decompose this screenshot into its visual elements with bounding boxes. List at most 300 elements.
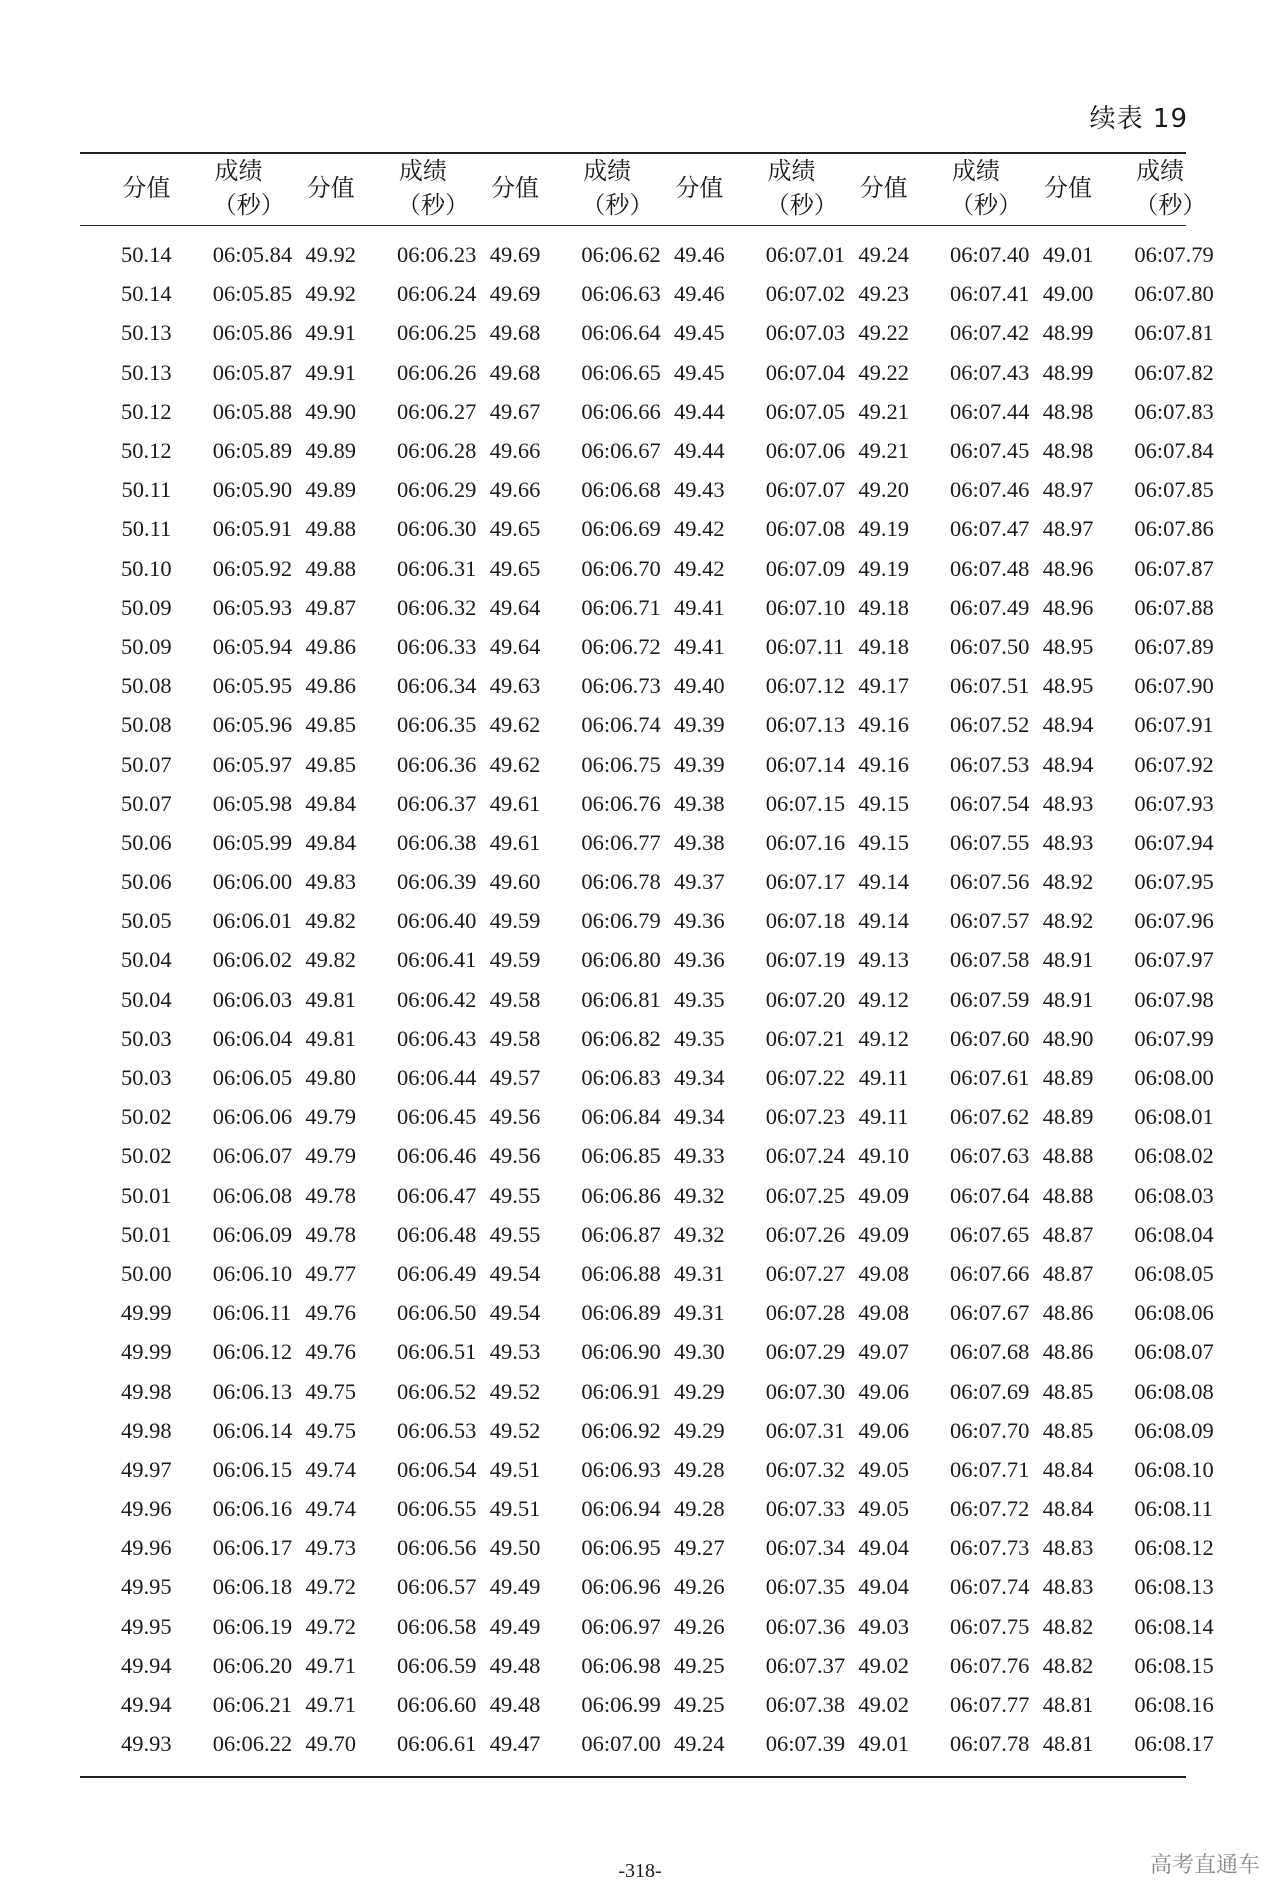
score-cell: 49.06 bbox=[858, 1378, 909, 1404]
result-cell: 06:07.71 bbox=[950, 1456, 1030, 1482]
result-cell: 06:07.90 bbox=[1134, 673, 1214, 699]
header-score: 分值 bbox=[306, 176, 355, 203]
score-cell: 49.42 bbox=[674, 555, 725, 581]
result-cell: 06:08.11 bbox=[1134, 1496, 1213, 1522]
result-cell: 06:08.00 bbox=[1134, 1065, 1214, 1091]
score-cell: 49.17 bbox=[858, 673, 909, 699]
result-cell: 06:05.86 bbox=[212, 320, 293, 346]
score-cell: 49.31 bbox=[674, 1260, 725, 1286]
score-cell: 49.21 bbox=[858, 438, 909, 464]
result-cell: 06:05.89 bbox=[212, 438, 293, 464]
score-cell: 49.51 bbox=[489, 1456, 541, 1482]
score-cell: 49.96 bbox=[121, 1496, 172, 1522]
score-cell: 49.82 bbox=[305, 908, 356, 934]
result-cell: 06:06.82 bbox=[581, 1025, 661, 1051]
result-cell: 06:06.71 bbox=[581, 594, 661, 620]
score-cell: 49.79 bbox=[305, 1143, 356, 1169]
score-cell: 50.12 bbox=[121, 398, 172, 424]
result-cell: 06:07.55 bbox=[950, 829, 1030, 855]
table-row bbox=[80, 1685, 1186, 1724]
header-result-unit: （秒） bbox=[212, 193, 285, 220]
result-cell: 06:07.56 bbox=[950, 869, 1030, 895]
header-result bbox=[212, 153, 285, 225]
score-cell: 49.88 bbox=[305, 516, 356, 542]
score-cell: 49.56 bbox=[489, 1104, 541, 1130]
result-cell: 06:06.41 bbox=[397, 947, 477, 973]
score-cell: 49.53 bbox=[489, 1339, 541, 1365]
result-cell: 06:06.99 bbox=[581, 1692, 661, 1718]
table-row bbox=[80, 510, 1186, 549]
score-cell: 49.62 bbox=[489, 751, 541, 777]
score-cell: 49.65 bbox=[489, 516, 541, 542]
result-cell: 06:07.09 bbox=[765, 555, 846, 581]
score-cell: 49.10 bbox=[858, 1143, 909, 1169]
score-cell: 48.89 bbox=[1042, 1104, 1094, 1130]
score-cell: 49.46 bbox=[674, 242, 725, 268]
score-cell: 48.97 bbox=[1042, 477, 1094, 503]
result-cell: 06:06.97 bbox=[581, 1613, 661, 1639]
result-cell: 06:06.32 bbox=[397, 594, 477, 620]
score-cell: 49.96 bbox=[121, 1535, 172, 1561]
table-row bbox=[80, 1176, 1186, 1215]
header-result bbox=[950, 153, 1023, 225]
result-cell: 06:06.40 bbox=[397, 908, 477, 934]
score-cell: 49.88 bbox=[305, 555, 356, 581]
result-cell: 06:06.50 bbox=[397, 1300, 477, 1326]
result-cell: 06:07.16 bbox=[765, 829, 846, 855]
score-cell: 49.36 bbox=[674, 947, 725, 973]
result-cell: 06:06.63 bbox=[581, 281, 661, 307]
result-cell: 06:07.99 bbox=[1134, 1025, 1214, 1051]
score-cell: 48.87 bbox=[1042, 1260, 1094, 1286]
result-cell: 06:07.46 bbox=[950, 477, 1030, 503]
result-cell: 06:06.73 bbox=[581, 673, 661, 699]
result-cell: 06:06.93 bbox=[581, 1456, 661, 1482]
score-cell: 49.95 bbox=[121, 1574, 172, 1600]
result-cell: 06:06.60 bbox=[397, 1692, 477, 1718]
score-cell: 49.81 bbox=[305, 986, 356, 1012]
result-cell: 06:07.33 bbox=[765, 1496, 846, 1522]
score-cell: 49.81 bbox=[305, 1025, 356, 1051]
score-cell: 48.85 bbox=[1042, 1378, 1094, 1404]
result-cell: 06:06.88 bbox=[581, 1260, 661, 1286]
score-cell: 49.86 bbox=[305, 633, 356, 659]
result-cell: 06:07.57 bbox=[950, 908, 1030, 934]
score-cell: 49.61 bbox=[489, 790, 541, 816]
result-cell: 06:07.98 bbox=[1134, 986, 1214, 1012]
result-cell: 06:06.20 bbox=[212, 1652, 293, 1678]
score-cell: 49.75 bbox=[305, 1417, 356, 1443]
header-result-label: 成绩 bbox=[767, 159, 816, 186]
result-cell: 06:06.11 bbox=[212, 1300, 292, 1326]
result-cell: 06:07.65 bbox=[950, 1221, 1030, 1247]
result-cell: 06:08.05 bbox=[1134, 1260, 1214, 1286]
result-cell: 06:06.34 bbox=[397, 673, 477, 699]
score-cell: 49.51 bbox=[489, 1496, 541, 1522]
score-cell: 49.41 bbox=[674, 594, 725, 620]
score-cell: 49.34 bbox=[674, 1065, 725, 1091]
score-cell: 49.55 bbox=[489, 1221, 541, 1247]
table-row bbox=[80, 667, 1186, 706]
result-cell: 06:07.14 bbox=[765, 751, 846, 777]
result-cell: 06:06.39 bbox=[397, 869, 477, 895]
result-cell: 06:06.14 bbox=[212, 1417, 293, 1443]
score-cell: 48.81 bbox=[1042, 1731, 1094, 1757]
score-cell: 49.49 bbox=[489, 1613, 541, 1639]
result-cell: 06:06.58 bbox=[397, 1613, 477, 1639]
result-cell: 06:06.95 bbox=[581, 1535, 661, 1561]
header-result-label: 成绩 bbox=[1136, 159, 1185, 186]
result-cell: 06:06.67 bbox=[581, 438, 661, 464]
score-cell: 49.73 bbox=[305, 1535, 356, 1561]
result-cell: 06:06.31 bbox=[397, 555, 477, 581]
result-cell: 06:07.39 bbox=[765, 1731, 846, 1757]
score-cell: 50.06 bbox=[121, 869, 172, 895]
score-cell: 50.08 bbox=[121, 712, 172, 738]
watermark-text: 高考直通车 bbox=[1149, 1853, 1260, 1878]
score-cell: 49.63 bbox=[489, 673, 541, 699]
score-cell: 49.04 bbox=[858, 1574, 909, 1600]
score-cell: 49.79 bbox=[305, 1104, 356, 1130]
table-row bbox=[80, 980, 1186, 1019]
result-cell: 06:06.59 bbox=[397, 1652, 477, 1678]
result-cell: 06:07.61 bbox=[950, 1065, 1030, 1091]
result-cell: 06:06.44 bbox=[397, 1065, 477, 1091]
table-row bbox=[80, 588, 1186, 627]
score-cell: 49.29 bbox=[674, 1378, 725, 1404]
score-cell: 49.55 bbox=[489, 1182, 541, 1208]
score-cell: 48.83 bbox=[1042, 1574, 1094, 1600]
score-cell: 50.09 bbox=[121, 633, 172, 659]
score-cell: 50.05 bbox=[121, 908, 172, 934]
score-cell: 49.64 bbox=[489, 594, 541, 620]
result-cell: 06:07.29 bbox=[765, 1339, 846, 1365]
score-cell: 49.16 bbox=[858, 712, 909, 738]
result-cell: 06:06.80 bbox=[581, 947, 661, 973]
result-cell: 06:07.06 bbox=[765, 438, 846, 464]
score-cell: 49.57 bbox=[489, 1065, 541, 1091]
score-cell: 50.00 bbox=[121, 1260, 172, 1286]
score-cell: 49.91 bbox=[305, 320, 356, 346]
result-cell: 06:06.22 bbox=[212, 1731, 293, 1757]
result-cell: 06:08.13 bbox=[1134, 1574, 1214, 1600]
header-result-unit: （秒） bbox=[950, 193, 1023, 220]
header-result bbox=[1134, 153, 1207, 225]
result-cell: 06:07.49 bbox=[950, 594, 1030, 620]
score-cell: 49.05 bbox=[858, 1456, 909, 1482]
result-cell: 06:06.38 bbox=[397, 829, 477, 855]
result-cell: 06:07.82 bbox=[1134, 359, 1214, 385]
score-cell: 49.84 bbox=[305, 790, 356, 816]
result-cell: 06:07.03 bbox=[765, 320, 846, 346]
score-cell: 50.04 bbox=[121, 986, 172, 1012]
score-cell: 49.75 bbox=[305, 1378, 356, 1404]
result-cell: 06:07.86 bbox=[1134, 516, 1214, 542]
score-cell: 49.04 bbox=[858, 1535, 909, 1561]
result-cell: 06:06.65 bbox=[581, 359, 661, 385]
result-cell: 06:06.77 bbox=[581, 829, 661, 855]
result-cell: 06:07.34 bbox=[765, 1535, 846, 1561]
result-cell: 06:07.84 bbox=[1134, 438, 1214, 464]
score-cell: 49.32 bbox=[674, 1221, 725, 1247]
result-cell: 06:07.88 bbox=[1134, 594, 1214, 620]
score-cell: 48.85 bbox=[1042, 1417, 1094, 1443]
result-cell: 06:07.01 bbox=[765, 242, 846, 268]
header-result-label: 成绩 bbox=[214, 159, 263, 186]
score-cell: 48.82 bbox=[1042, 1652, 1094, 1678]
result-cell: 06:05.84 bbox=[212, 242, 293, 268]
result-cell: 06:07.95 bbox=[1134, 869, 1214, 895]
score-cell: 49.42 bbox=[674, 516, 725, 542]
score-cell: 48.90 bbox=[1042, 1025, 1094, 1051]
score-cell: 48.95 bbox=[1042, 633, 1094, 659]
score-cell: 49.69 bbox=[489, 242, 541, 268]
score-cell: 49.91 bbox=[305, 359, 356, 385]
score-cell: 49.45 bbox=[674, 320, 725, 346]
table-row bbox=[80, 1490, 1186, 1529]
score-cell: 49.46 bbox=[674, 281, 725, 307]
result-cell: 06:06.72 bbox=[581, 633, 661, 659]
score-cell: 50.01 bbox=[121, 1221, 172, 1247]
score-cell: 50.10 bbox=[121, 555, 172, 581]
table-row bbox=[80, 275, 1186, 314]
result-cell: 06:06.90 bbox=[581, 1339, 661, 1365]
result-cell: 06:07.27 bbox=[765, 1260, 846, 1286]
score-cell: 48.86 bbox=[1042, 1339, 1094, 1365]
table-row bbox=[80, 1215, 1186, 1254]
table-row bbox=[80, 471, 1186, 510]
score-table bbox=[80, 152, 1214, 1778]
score-cell: 48.95 bbox=[1042, 673, 1094, 699]
result-cell: 06:08.12 bbox=[1134, 1535, 1214, 1561]
score-cell: 50.02 bbox=[121, 1104, 172, 1130]
score-cell: 48.93 bbox=[1042, 790, 1094, 816]
score-cell: 50.07 bbox=[121, 751, 172, 777]
result-cell: 06:07.43 bbox=[950, 359, 1030, 385]
score-cell: 49.24 bbox=[858, 242, 909, 268]
result-cell: 06:08.03 bbox=[1134, 1182, 1214, 1208]
header-score: 分值 bbox=[491, 176, 540, 203]
score-cell: 48.94 bbox=[1042, 712, 1094, 738]
result-cell: 06:06.25 bbox=[397, 320, 477, 346]
score-cell: 49.94 bbox=[121, 1692, 172, 1718]
header-score: 分值 bbox=[122, 176, 171, 203]
result-cell: 06:06.30 bbox=[397, 516, 477, 542]
result-cell: 06:07.10 bbox=[765, 594, 846, 620]
result-cell: 06:07.21 bbox=[765, 1025, 846, 1051]
result-cell: 06:06.17 bbox=[212, 1535, 293, 1561]
table-row bbox=[80, 863, 1186, 902]
score-cell: 48.88 bbox=[1042, 1143, 1094, 1169]
table-row bbox=[80, 314, 1186, 353]
result-cell: 06:07.96 bbox=[1134, 908, 1214, 934]
score-cell: 48.92 bbox=[1042, 869, 1094, 895]
header-result-label: 成绩 bbox=[583, 159, 632, 186]
score-cell: 49.13 bbox=[858, 947, 909, 973]
score-cell: 49.82 bbox=[305, 947, 356, 973]
result-cell: 06:07.31 bbox=[765, 1417, 846, 1443]
score-cell: 50.06 bbox=[121, 829, 172, 855]
score-cell: 49.01 bbox=[858, 1731, 909, 1757]
score-cell: 49.66 bbox=[489, 477, 541, 503]
score-cell: 49.95 bbox=[121, 1613, 172, 1639]
score-cell: 49.27 bbox=[674, 1535, 725, 1561]
result-cell: 06:06.05 bbox=[212, 1065, 293, 1091]
result-cell: 06:07.94 bbox=[1134, 829, 1214, 855]
result-cell: 06:06.24 bbox=[397, 281, 477, 307]
score-cell: 50.13 bbox=[121, 320, 172, 346]
header-result bbox=[765, 153, 838, 225]
result-cell: 06:07.35 bbox=[765, 1574, 846, 1600]
score-cell: 48.87 bbox=[1042, 1221, 1094, 1247]
result-cell: 06:06.26 bbox=[397, 359, 477, 385]
score-cell: 49.80 bbox=[305, 1065, 356, 1091]
result-cell: 06:07.69 bbox=[950, 1378, 1030, 1404]
table-row bbox=[80, 1098, 1186, 1137]
table-caption: 续表 19 bbox=[1089, 104, 1188, 134]
result-cell: 06:07.19 bbox=[765, 947, 846, 973]
score-cell: 49.28 bbox=[674, 1496, 725, 1522]
score-cell: 49.92 bbox=[305, 281, 356, 307]
result-cell: 06:07.07 bbox=[765, 477, 846, 503]
header-result-unit: （秒） bbox=[765, 193, 838, 220]
score-cell: 49.60 bbox=[489, 869, 541, 895]
score-cell: 49.62 bbox=[489, 712, 541, 738]
result-cell: 06:07.66 bbox=[950, 1260, 1030, 1286]
result-cell: 06:05.98 bbox=[212, 790, 293, 816]
table-row bbox=[80, 823, 1186, 862]
result-cell: 06:07.74 bbox=[950, 1574, 1030, 1600]
table-row bbox=[80, 1254, 1186, 1293]
result-cell: 06:07.17 bbox=[765, 869, 846, 895]
result-cell: 06:07.13 bbox=[765, 712, 846, 738]
result-cell: 06:07.36 bbox=[765, 1613, 846, 1639]
score-cell: 50.07 bbox=[121, 790, 172, 816]
score-cell: 50.14 bbox=[121, 281, 172, 307]
score-cell: 49.92 bbox=[305, 242, 356, 268]
result-cell: 06:07.81 bbox=[1134, 320, 1214, 346]
table-row bbox=[80, 392, 1186, 431]
score-cell: 49.87 bbox=[305, 594, 356, 620]
score-cell: 50.13 bbox=[121, 359, 172, 385]
result-cell: 06:07.85 bbox=[1134, 477, 1214, 503]
score-cell: 49.50 bbox=[489, 1535, 541, 1561]
score-cell: 49.19 bbox=[858, 555, 909, 581]
result-cell: 06:05.99 bbox=[212, 829, 293, 855]
score-cell: 49.98 bbox=[121, 1378, 172, 1404]
score-cell: 49.09 bbox=[858, 1221, 909, 1247]
page-number: -318- bbox=[618, 1860, 662, 1882]
result-cell: 06:07.04 bbox=[765, 359, 846, 385]
result-cell: 06:05.95 bbox=[212, 673, 293, 699]
result-cell: 06:07.70 bbox=[950, 1417, 1030, 1443]
score-cell: 49.74 bbox=[305, 1496, 356, 1522]
score-cell: 48.88 bbox=[1042, 1182, 1094, 1208]
score-cell: 49.32 bbox=[674, 1182, 725, 1208]
result-cell: 06:07.11 bbox=[765, 633, 845, 659]
score-cell: 49.24 bbox=[674, 1731, 725, 1757]
header-result-unit: （秒） bbox=[581, 193, 654, 220]
score-cell: 49.08 bbox=[858, 1260, 909, 1286]
result-cell: 06:06.74 bbox=[581, 712, 661, 738]
score-cell: 49.20 bbox=[858, 477, 909, 503]
result-cell: 06:08.17 bbox=[1134, 1731, 1214, 1757]
result-cell: 06:06.83 bbox=[581, 1065, 661, 1091]
score-cell: 49.21 bbox=[858, 398, 909, 424]
score-cell: 49.58 bbox=[489, 1025, 541, 1051]
header-score: 分值 bbox=[1044, 176, 1092, 203]
result-cell: 06:06.81 bbox=[581, 986, 661, 1012]
score-cell: 49.85 bbox=[305, 712, 356, 738]
result-cell: 06:06.61 bbox=[397, 1731, 477, 1757]
score-cell: 49.33 bbox=[674, 1143, 725, 1169]
result-cell: 06:06.10 bbox=[212, 1260, 293, 1286]
result-cell: 06:07.44 bbox=[950, 398, 1030, 424]
result-cell: 06:06.12 bbox=[212, 1339, 293, 1365]
result-cell: 06:08.06 bbox=[1134, 1300, 1214, 1326]
score-cell: 49.67 bbox=[489, 398, 541, 424]
score-cell: 49.02 bbox=[858, 1692, 909, 1718]
score-cell: 48.81 bbox=[1042, 1692, 1094, 1718]
result-cell: 06:06.27 bbox=[397, 398, 477, 424]
score-cell: 50.09 bbox=[121, 594, 172, 620]
score-cell: 49.06 bbox=[858, 1417, 909, 1443]
result-cell: 06:07.20 bbox=[765, 986, 846, 1012]
result-cell: 06:06.42 bbox=[397, 986, 477, 1012]
result-cell: 06:07.15 bbox=[765, 790, 846, 816]
score-cell: 48.86 bbox=[1042, 1300, 1094, 1326]
score-cell: 49.66 bbox=[489, 438, 541, 464]
result-cell: 06:07.38 bbox=[765, 1692, 846, 1718]
score-cell: 49.61 bbox=[489, 829, 541, 855]
header-result bbox=[581, 153, 654, 225]
result-cell: 06:06.70 bbox=[581, 555, 661, 581]
result-cell: 06:07.08 bbox=[765, 516, 846, 542]
result-cell: 06:06.06 bbox=[212, 1104, 293, 1130]
score-cell: 48.89 bbox=[1042, 1065, 1094, 1091]
result-cell: 06:07.37 bbox=[765, 1652, 846, 1678]
score-cell: 49.99 bbox=[121, 1339, 172, 1365]
result-cell: 06:07.32 bbox=[765, 1456, 846, 1482]
score-cell: 50.01 bbox=[121, 1182, 172, 1208]
result-cell: 06:06.64 bbox=[581, 320, 661, 346]
score-cell: 49.98 bbox=[121, 1417, 172, 1443]
result-cell: 06:06.21 bbox=[212, 1692, 293, 1718]
score-cell: 49.64 bbox=[489, 633, 541, 659]
result-cell: 06:07.89 bbox=[1134, 633, 1214, 659]
result-cell: 06:07.60 bbox=[950, 1025, 1030, 1051]
result-cell: 06:06.23 bbox=[397, 242, 477, 268]
header-score: 分值 bbox=[675, 176, 724, 203]
score-cell: 49.74 bbox=[305, 1456, 356, 1482]
score-cell: 49.15 bbox=[858, 829, 909, 855]
score-cell: 48.99 bbox=[1042, 359, 1094, 385]
score-cell: 49.30 bbox=[674, 1339, 725, 1365]
result-cell: 06:07.18 bbox=[765, 908, 846, 934]
result-cell: 06:06.43 bbox=[397, 1025, 477, 1051]
result-cell: 06:06.52 bbox=[397, 1378, 477, 1404]
result-cell: 06:08.09 bbox=[1134, 1417, 1214, 1443]
table-row bbox=[80, 902, 1186, 941]
score-cell: 49.40 bbox=[674, 673, 725, 699]
score-cell: 49.39 bbox=[674, 712, 725, 738]
result-cell: 06:07.73 bbox=[950, 1535, 1030, 1561]
result-cell: 06:07.52 bbox=[950, 712, 1030, 738]
table-row bbox=[80, 431, 1186, 470]
table-row bbox=[80, 784, 1186, 823]
score-cell: 49.23 bbox=[858, 281, 909, 307]
result-cell: 06:07.93 bbox=[1134, 790, 1214, 816]
